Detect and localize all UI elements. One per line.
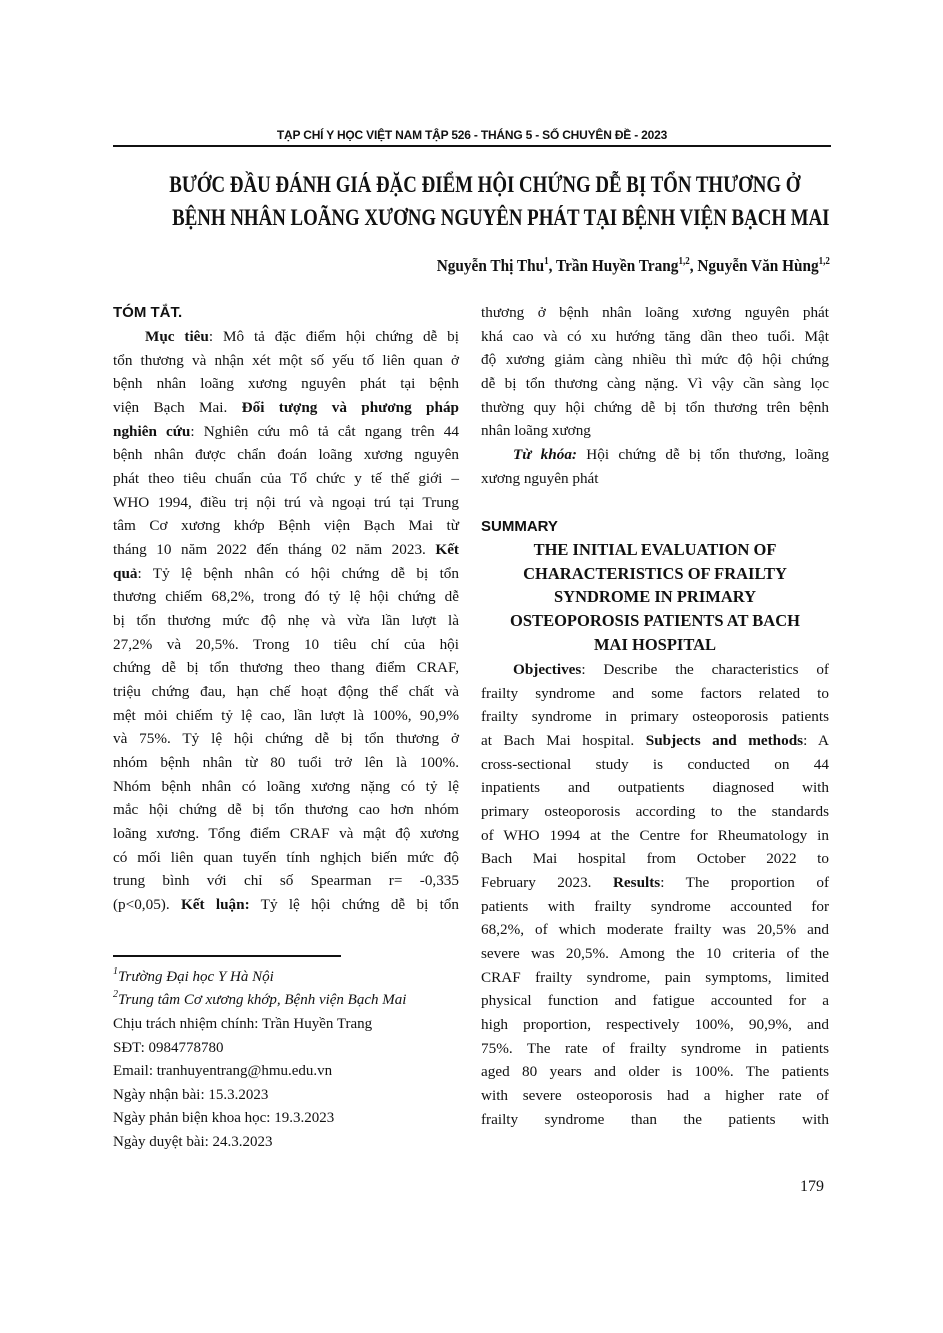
- text-run: tâm Cơ xương khớp Bệnh viện Bạch Mai từ: [113, 517, 459, 535]
- bold-label: Kết luận:: [180, 896, 250, 914]
- text-run: frailty syndrome than the patients with: [481, 1110, 829, 1128]
- abstract-vi-line: [113, 777, 459, 797]
- abstract-vi-line: [113, 445, 459, 465]
- abstract-vi-line: [113, 540, 459, 560]
- summary-line: [481, 873, 829, 893]
- text-run: 27,2% và 20,5%. Trong 10 tiêu chí của hội: [113, 635, 459, 653]
- summary-line: [481, 802, 829, 822]
- text-run: : A: [803, 732, 829, 749]
- summary-line: [481, 826, 829, 846]
- abstract-vi-line: [113, 587, 459, 607]
- text-run: high proportion, respectively 100%, 90,9%, and: [481, 1016, 829, 1034]
- abstract-vi-line: [113, 422, 459, 442]
- summary-title-line: [481, 564, 829, 584]
- author-affiliation-mark: 1,2: [818, 256, 830, 267]
- text-run: February 2023.: [481, 874, 613, 892]
- author-name: Trần Huyền Trang: [556, 256, 679, 275]
- abstract-vi-line: [113, 327, 459, 347]
- bold-label: Objectives: [513, 661, 582, 678]
- text-run: OSTEOPOROSIS PATIENTS AT BACH: [510, 611, 800, 630]
- affiliation-text: Trung tâm Cơ xương khớp, Bệnh viện Bạch Mai: [118, 992, 407, 1008]
- abstract-vi-line: [113, 824, 459, 844]
- text-run: : Tỷ lệ bệnh nhân có hội chứng dễ bị tổn: [137, 564, 459, 582]
- author-affiliation-mark: 1,2: [678, 256, 690, 267]
- abstract-vi-line: [481, 469, 829, 489]
- date-accepted: Ngày duyệt bài: 24.3.2023: [113, 1134, 273, 1150]
- text-run: : Mô tả đặc điểm hội chứng dễ bị: [208, 328, 459, 345]
- affiliation-number: 2: [113, 989, 118, 1000]
- summary-line: [481, 991, 829, 1011]
- text-run: Nhóm bệnh nhân có loãng xương nặng có tỷ lệ: [113, 777, 459, 795]
- text-run: bệnh nhân loãng xương nguyên phát tại bệnh: [113, 375, 459, 393]
- text-run: phát theo tiêu chuẩn của Tổ chức y tế thế giới –: [113, 470, 459, 488]
- abstract-vi-line: [113, 800, 459, 820]
- text-run: bị tổn thương mức độ nhẹ và vừa lần lượt là: [113, 612, 459, 630]
- abstract-vi-line: [113, 374, 459, 394]
- abstract-vi-line: [113, 753, 459, 773]
- bold-label: Mục tiêu: [145, 328, 209, 345]
- summary-line: [481, 778, 829, 798]
- summary-line: [481, 920, 829, 940]
- summary-line: [481, 1110, 829, 1130]
- text-run: with severe osteoporosis had a higher rate of: [481, 1087, 829, 1105]
- summary-line: [481, 1039, 829, 1059]
- abstract-vi-line: [113, 351, 459, 371]
- summary-title-line: [481, 587, 829, 607]
- text-run: (p<0,05).: [113, 896, 181, 914]
- text-run: physical function and fatigue accounted for a: [481, 992, 829, 1010]
- text-run: CHARACTERISTICS OF FRAILTY: [523, 563, 787, 583]
- summary-line: [481, 1062, 829, 1082]
- text-run: mệt mỏi chiếm tỷ lệ cao, lần lượt là 100%, 90,9%: [113, 706, 459, 724]
- text-run: tháng 10 năm 2022 đến tháng 02 năm 2023.: [113, 541, 436, 559]
- title-vi-line-2: [100, 205, 843, 231]
- text-run: frailty syndrome and some factors related to: [481, 684, 829, 702]
- phone-number: SĐT: 0984778780: [113, 1040, 224, 1056]
- text-run: : Nghiên cứu mô tả cắt ngang trên 44: [190, 422, 459, 440]
- title-vi-text: BƯỚC ĐẦU ĐÁNH GIÁ ĐẶC ĐIỂM HỘI CHỨNG DỄ BỊ TỔN THƯƠNG Ở: [169, 172, 801, 197]
- abstract-vi-line: [481, 398, 829, 418]
- abstract-vi-line: [113, 635, 459, 655]
- text-run: viện Bạch Mai.: [113, 399, 242, 416]
- text-run: thường quy hội chứng dễ bị tổn thương trên bệnh: [481, 398, 829, 416]
- bold-label: quả: [113, 564, 138, 582]
- abstract-vi-line: [113, 729, 459, 749]
- abstract-vi-line: [113, 611, 459, 631]
- text-run: và 75%. Tỷ lệ hội chứng dễ bị tổn thương ở: [113, 730, 459, 748]
- text-run: Hội chứng dễ bị tổn thương, loãng: [576, 446, 829, 464]
- abstract-heading: TÓM TẮT.: [113, 304, 183, 321]
- text-run: bệnh nhân được chẩn đoán loãng xương nguyên: [113, 446, 459, 464]
- text-run: SYNDROME IN PRIMARY: [554, 587, 756, 607]
- abstract-vi-line: [481, 421, 829, 441]
- abstract-vi-line: [113, 658, 459, 678]
- abstract-vi-line: [113, 516, 459, 536]
- bold-label: Kết: [435, 541, 459, 559]
- abstract-vi-line: [113, 469, 459, 489]
- text-run: 68,2%, of which moderate frailty was 20,5% and: [481, 921, 829, 939]
- text-run: chứng dễ bị tổn thương theo thang điểm CRAF,: [113, 659, 459, 677]
- author-affiliation-mark: 1: [544, 256, 549, 267]
- corresponding-author: Chịu trách nhiệm chính: Trần Huyền Trang: [113, 1016, 373, 1032]
- summary-line: [481, 897, 829, 917]
- affiliation-text: Trường Đại học Y Hà Nội: [118, 969, 274, 985]
- text-run: trung bình với chỉ số Spearman r= -0,335: [113, 872, 459, 890]
- abstract-vi-line: [113, 848, 459, 868]
- bold-label: nghiên cứu: [113, 422, 191, 440]
- keywords-label: Từ khóa:: [513, 446, 577, 464]
- bold-label: Đối tượng và phương pháp: [241, 399, 459, 416]
- text-run: : Describe the characteristics of: [581, 661, 829, 678]
- text-run: aged 80 years and older is 100%. The patients: [481, 1063, 829, 1081]
- abstract-vi-line: [481, 303, 829, 323]
- text-run: độ xương giảm càng nhiều thì mức độ hội chứng: [481, 351, 829, 369]
- journal-running-header: TẠP CHÍ Y HỌC VIỆT NAM TẬP 526 - THÁNG 5 - SỐ CHUYÊN ĐỀ - 2023: [276, 128, 668, 142]
- abstract-vi-line: [113, 682, 459, 702]
- email-address[interactable]: Email: tranhuyentrang@hmu.edu.vn: [113, 1063, 333, 1079]
- abstract-vi-line: [481, 327, 829, 347]
- text-run: nhân loãng xương: [481, 422, 591, 440]
- text-run: loãng xương. Tổng điểm CRAF và mật độ xương: [113, 825, 459, 843]
- footnote-affiliation-2: [113, 990, 406, 1010]
- date-reviewed: Ngày phản biện khoa học: 19.3.2023: [113, 1110, 335, 1126]
- summary-line: [481, 944, 829, 964]
- bold-label: Results: [612, 874, 661, 892]
- text-run: severe was 20,5%. Among the 10 criteria of the: [481, 945, 829, 963]
- text-run: : The proportion of: [660, 874, 830, 892]
- abstract-vi-line: [113, 706, 459, 726]
- date-received: Ngày nhận bài: 15.3.2023: [113, 1087, 269, 1103]
- abstract-vi-line: [113, 871, 459, 891]
- footnote-rule: [113, 955, 341, 957]
- abstract-vi-line: [481, 350, 829, 370]
- text-run: THE INITIAL EVALUATION OF: [533, 540, 777, 559]
- text-run: patients with frailty syndrome accounted for: [481, 897, 829, 915]
- text-run: nhóm bệnh nhân từ 80 tuổi trở lên là 100%.: [113, 754, 459, 772]
- summary-line: [481, 755, 829, 775]
- text-run: Bach Mai hospital from October 2022 to: [481, 850, 829, 868]
- summary-line: [481, 1015, 829, 1035]
- summary-line: [481, 707, 829, 727]
- abstract-vi-line: [113, 398, 459, 418]
- abstract-vi-line: [481, 445, 829, 465]
- text-run: Tỷ lệ hội chứng dễ bị tổn: [249, 896, 459, 914]
- summary-title-line: [481, 611, 829, 631]
- summary-heading: SUMMARY: [481, 518, 558, 535]
- text-run: inpatients and outpatients diagnosed with: [481, 779, 829, 797]
- title-vi-text: BỆNH NHÂN LOÃNG XƯƠNG NGUYÊN PHÁT TẠI BỆNH VIỆN BẠCH MAI: [172, 205, 830, 230]
- text-run: frailty syndrome in primary osteoporosis patients: [481, 708, 829, 726]
- footnote-affiliation-1: [113, 967, 274, 987]
- abstract-vi-line: [113, 493, 459, 513]
- summary-line: [481, 731, 829, 751]
- summary-line: [481, 968, 829, 988]
- text-run: khá cao và có xu hướng tăng dần theo tuổi. Mật: [481, 327, 829, 345]
- bold-label: Subjects and methods: [645, 732, 804, 749]
- text-run: dễ bị tổn thương càng nặng. Vì vậy cần sàng lọc: [481, 375, 829, 392]
- title-vi-line-1: [100, 172, 843, 198]
- abstract-vi-line: [113, 564, 459, 584]
- affiliation-number: 1: [113, 966, 118, 977]
- text-run: CRAF frailty syndrome, pain symptoms, limited: [481, 968, 829, 986]
- text-run: mắc hội chứng dễ bị tổn thương cao hơn nhóm: [113, 801, 459, 819]
- summary-line: [481, 660, 829, 680]
- text-run: primary osteoporosis according to the standards: [481, 803, 829, 821]
- summary-line: [481, 1086, 829, 1106]
- page-number: 179: [800, 1178, 824, 1195]
- summary-title-line: [481, 540, 829, 560]
- summary-line: [481, 684, 829, 704]
- text-run: at Bach Mai hospital.: [481, 732, 646, 749]
- summary-line: [481, 849, 829, 869]
- abstract-vi-line: [481, 374, 829, 394]
- text-run: MAI HOSPITAL: [593, 634, 717, 654]
- abstract-vi-line: [113, 895, 459, 915]
- text-run: có mối liên quan tuyến tính nghịch biến mức độ: [113, 848, 459, 866]
- text-run: xương nguyên phát: [481, 469, 599, 487]
- author-name: Nguyễn Văn Hùng: [697, 256, 819, 275]
- text-run: triệu chứng đau, hạn chế hoạt động thể chất và: [113, 683, 459, 701]
- text-run: thương ở bệnh nhân loãng xương nguyên phát: [481, 304, 829, 321]
- text-run: WHO 1994, điều trị nội trú và ngoại trú tại Trung: [113, 493, 459, 511]
- text-run: tổn thương và nhận xét một số yếu tố liên quan ở: [113, 351, 459, 369]
- author-name: Nguyễn Thị Thu: [436, 256, 545, 275]
- text-run: cross-sectional study is conducted on 44: [481, 755, 829, 773]
- text-run: 75%. The rate of frailty syndrome in patients: [481, 1039, 829, 1057]
- summary-title-line: [481, 635, 829, 655]
- author-list: Nguyễn Thị Thu$^1$, Trần Huyền Trang$^{1,2}$, Nguyễn Văn Hùng$^{1,2}$: [436, 256, 830, 275]
- header-rule: [113, 145, 831, 147]
- text-run: of WHO 1994 at the Centre for Rheumatology in: [481, 826, 829, 844]
- text-run: thương chiếm 68,2%, trong đó tỷ lệ hội chứng dễ: [113, 588, 459, 606]
